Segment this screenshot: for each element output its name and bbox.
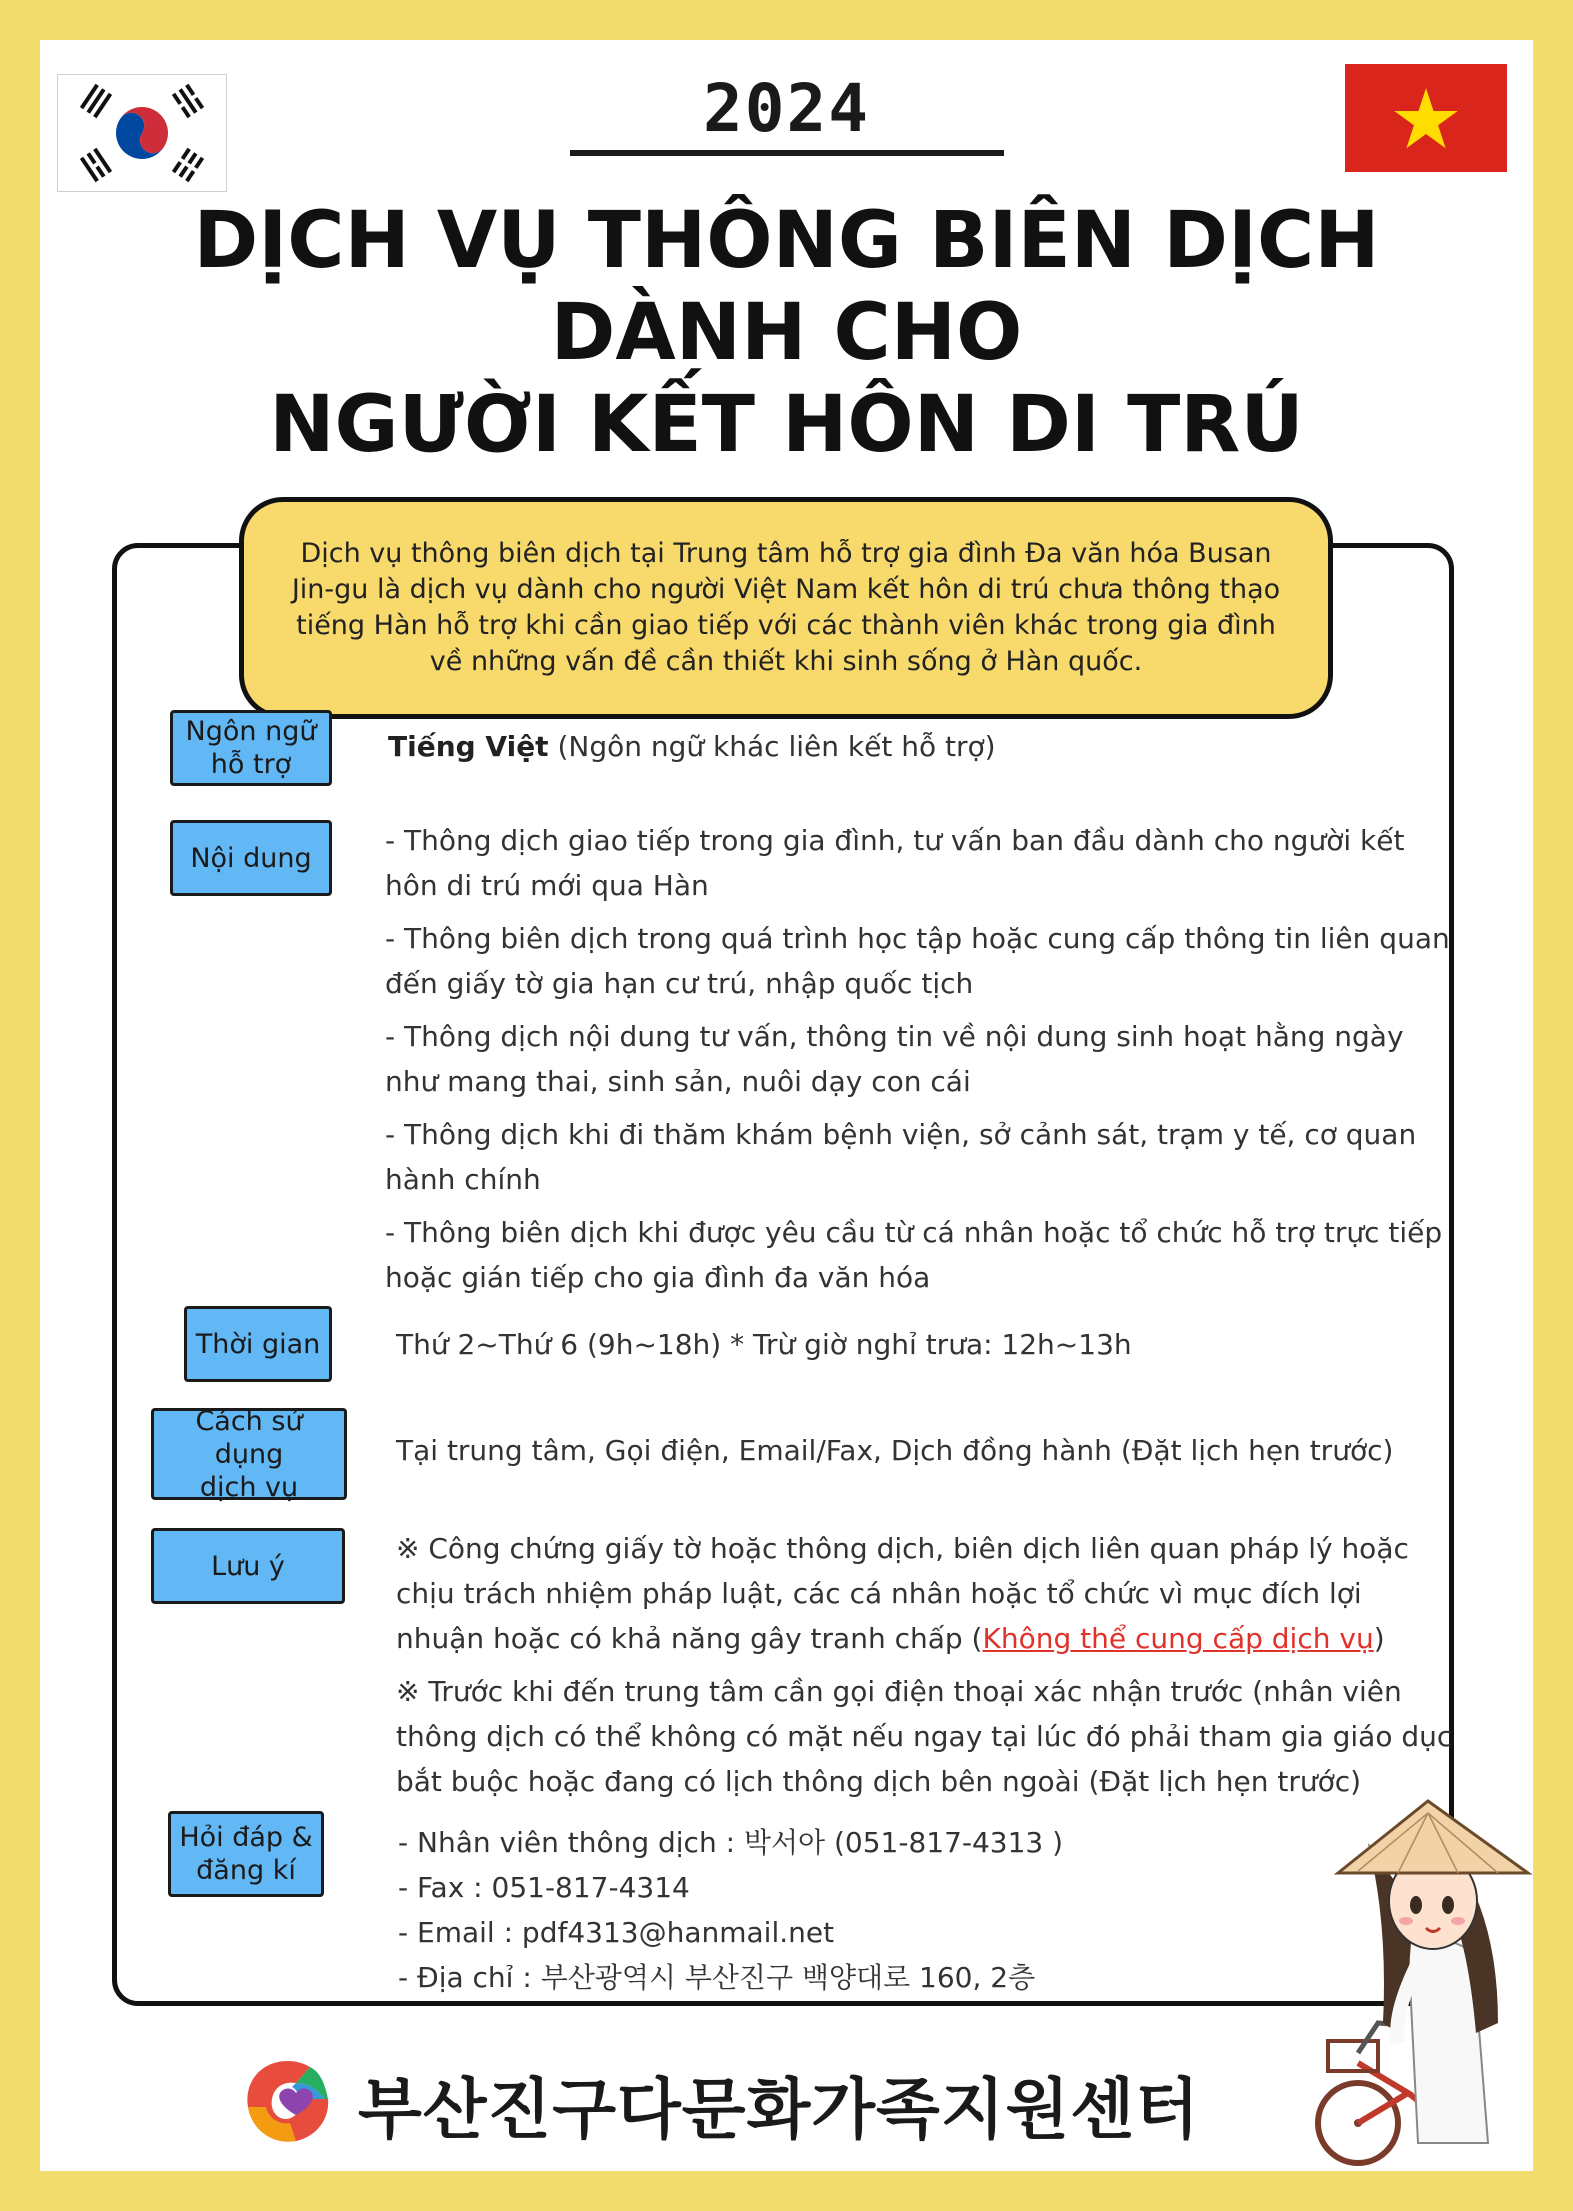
usage-value: Tại trung tâm, Gọi điện, Email/Fax, Dịch đồng hành (Đặt lịch hẹn trước) — [396, 1434, 1394, 1467]
language-main: Tiếng Việt — [388, 730, 549, 763]
note-1-text: ※ Công chứng giấy tờ hoặc thông dịch, biên dịch liên quan pháp lý hoặc chịu trách nhiệm pháp luật, các cá nhân hoặc tổ chức vì mục đích lợi nhuận hoặc có khả năng gây tranh chấp ( — [396, 1532, 1409, 1655]
content-item-5: - Thông biên dịch khi được yêu cầu từ cá nhân hoặc tổ chức hỗ trợ trực tiếp hoặc gián tiếp cho gia đình đa văn hóa — [385, 1216, 1443, 1294]
content-item-2: - Thông biên dịch trong quá trình học tập hoặc cung cấp thông tin liên quan đến giấy tờ gia hạn cư trú, nhập quốc tịch — [385, 922, 1450, 1000]
note-item-1 — [396, 1526, 1456, 1661]
intro-callout — [239, 497, 1333, 719]
label-note-text: Lưu ý — [211, 1550, 285, 1582]
intro-line-3: tiếng Hàn hỗ trợ khi cần giao tiếp với các thành viên khác trong gia đình — [296, 610, 1276, 641]
label-content-text: Nội dung — [190, 842, 312, 874]
time-value: Thứ 2~Thứ 6 (9h~18h) * Trừ giờ nghỉ trưa: 12h~13h — [396, 1328, 1132, 1361]
label-contact-line-1: Hỏi đáp & — [179, 1822, 313, 1853]
label-content — [170, 820, 332, 896]
center-logo-icon — [240, 2053, 336, 2149]
label-time-text: Thời gian — [195, 1328, 321, 1360]
title-line-1: DỊCH VỤ THÔNG BIÊN DỊCH — [193, 196, 1380, 286]
organization-name: 부산진구다문화가족지원센터 — [358, 2071, 1200, 2148]
page-title — [40, 195, 1533, 471]
content-item-4: - Thông dịch khi đi thăm khám bệnh viện, sở cảnh sát, trạm y tế, cơ quan hành chính — [385, 1118, 1417, 1196]
contact-info — [398, 1820, 1198, 2000]
note-list — [396, 1526, 1456, 1812]
note-1-warning: Không thể cung cấp dịch vụ — [982, 1622, 1374, 1655]
label-contact — [168, 1811, 324, 1897]
contact-staff: - Nhân viên thông dịch : 박서아 (051-817-4313 ) — [398, 1826, 1064, 1859]
title-line-3: NGƯỜI KẾT HÔN DI TRÚ — [269, 380, 1304, 470]
label-language-line-1: Ngôn ngữ — [185, 716, 317, 747]
label-contact-line-2: đăng kí — [196, 1855, 296, 1886]
content-item-3: - Thông dịch nội dung tư vấn, thông tin về nội dung sinh hoạt hằng ngày như mang thai, sinh sản, nuôi dạy con cái — [385, 1020, 1404, 1098]
label-language-line-2: hỗ trợ — [210, 749, 292, 780]
year: 2024 — [703, 70, 870, 147]
note-item-2: ※ Trước khi đến trung tâm cần gọi điện thoại xác nhận trước (nhân viên thông dịch có thể không có mặt nếu ngay tại lúc đó phải tham gia giáo dục bắt buộc hoặc đang có lịch thông dịch bên ngoài (Đặt lịch hẹn trước) — [396, 1675, 1453, 1798]
intro-line-4: về những vấn đề cần thiết khi sinh sống ở Hàn quốc. — [429, 646, 1143, 677]
note-1-end: ) — [1373, 1622, 1385, 1655]
label-usage-line-1: Cách sử dụng — [195, 1405, 303, 1470]
content-list — [385, 818, 1465, 1308]
year-divider — [570, 150, 1004, 156]
label-language — [170, 710, 332, 786]
label-usage — [151, 1405, 347, 1503]
language-value — [388, 724, 1438, 769]
label-time — [184, 1306, 332, 1382]
label-usage-line-2: dịch vụ — [199, 1471, 299, 1503]
intro-line-1: Dịch vụ thông biên dịch tại Trung tâm hỗ trợ gia đình Đa văn hóa Busan — [300, 538, 1272, 569]
title-line-2: DÀNH CHO — [550, 288, 1023, 378]
contact-fax: - Fax : 051-817-4314 — [398, 1871, 690, 1904]
intro-line-2: Jin-gu là dịch vụ dành cho người Việt Nam kết hôn di trú chưa thông thạo — [291, 574, 1281, 605]
poster-sheet — [40, 40, 1533, 2171]
label-note — [151, 1528, 345, 1604]
language-note: (Ngôn ngữ khác liên kết hỗ trợ) — [557, 730, 996, 763]
girl-bicycle-illustration — [1298, 1793, 1538, 2171]
contact-address: - Địa chỉ : 부산광역시 부산진구 백양대로 160, 2층 — [398, 1961, 1036, 1994]
content-item-1: - Thông dịch giao tiếp trong gia đình, tư vấn ban đầu dành cho người kết hôn di trú mới qua Hàn — [385, 824, 1405, 902]
contact-email[interactable]: - Email : pdf4313@hanmail.net — [398, 1916, 835, 1949]
